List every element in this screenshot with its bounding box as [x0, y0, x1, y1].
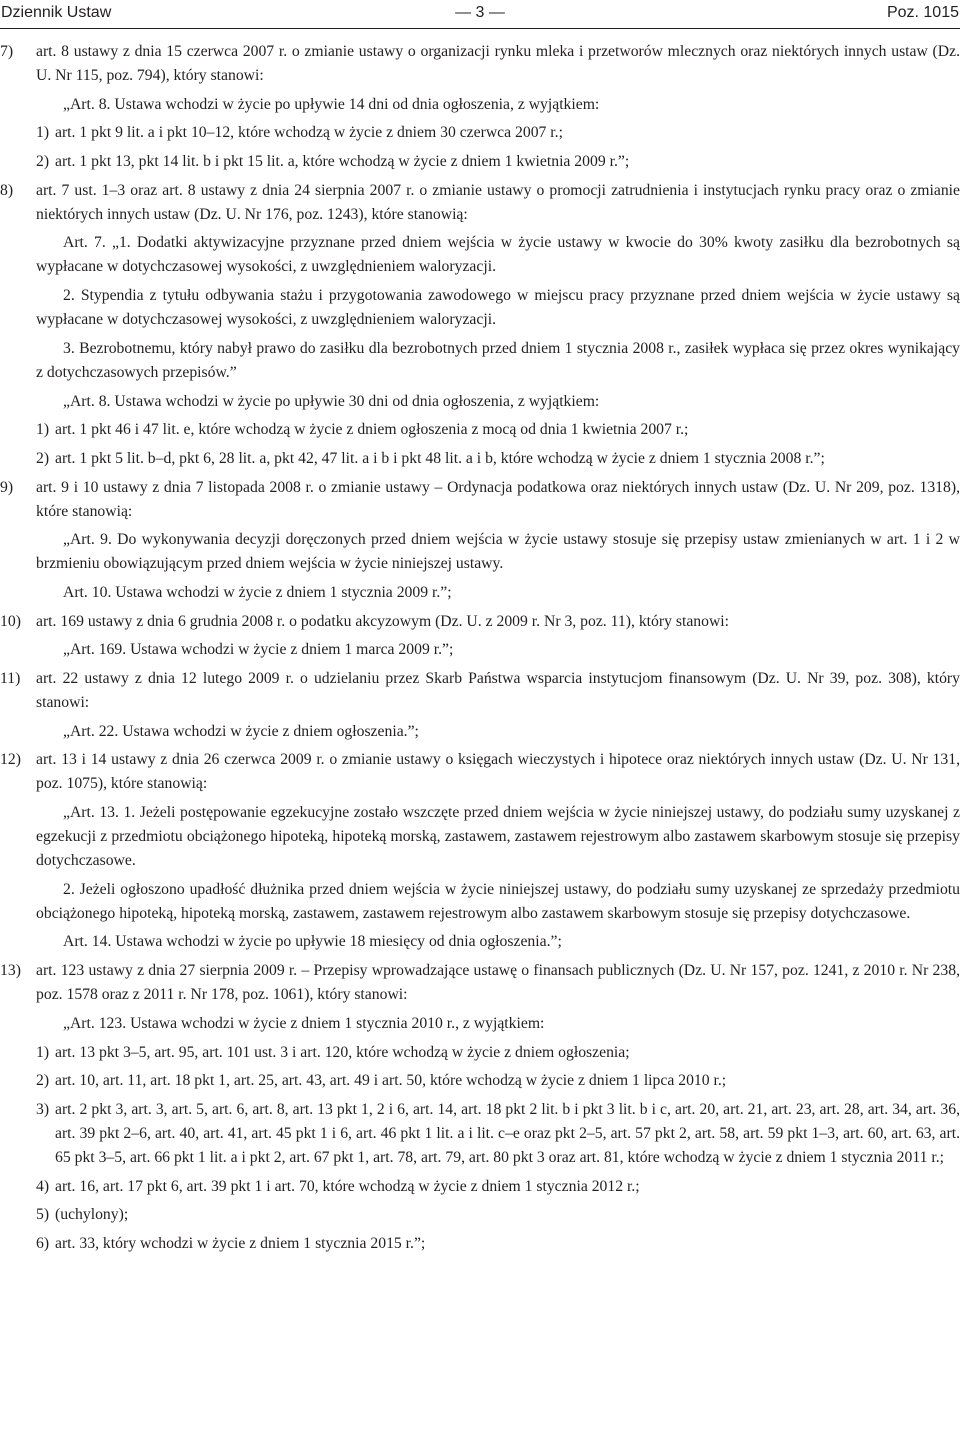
item-text: art. 8 ustawy z dnia 15 czerwca 2007 r. o zmianie ustawy o organizacji rynku mleka i przetworów mlecznych oraz niektórych innych ustaw (Dz. U. Nr 115, poz. 794), który stanowi:: [36, 43, 960, 84]
quoted-paragraph: „Art. 9. Do wykonywania decyzji doręczonych przed dniem wejścia w życie ustawy stosuje się przepisy ustaw zmienianych w art. 1 i 2 w brzmieniu obowiązującym przed dniem wejścia w życie niniejszej ustawy.: [36, 531, 960, 573]
page-number: — 3 —: [455, 4, 505, 21]
quoted-paragraph: Art. 10. Ustawa wchodzi w życie z dniem 1 stycznia 2009 r.”;: [63, 583, 452, 601]
quoted-paragraph: Art. 7. „1. Dodatki aktywizacyjne przyznane przed dniem wejścia w życie ustawy w kwocie do 30% kwoty zasiłku dla bezrobotnych są wypłacane w dotychczasowej wysokości, z uwzględnieniem waloryzacji.: [36, 234, 960, 276]
sub-item: [0, 1203, 960, 1227]
sub-item: [0, 418, 960, 442]
item-number: 7): [0, 43, 14, 60]
quoted-paragraph: „Art. 22. Ustawa wchodzi w życie z dniem ogłoszenia.”;: [63, 722, 419, 740]
quoted-paragraph: „Art. 8. Ustawa wchodzi w życie po upływie 30 dni od dnia ogłoszenia, z wyjątkiem:: [63, 392, 600, 410]
sub-item-text: art. 16, art. 17 pkt 6, art. 39 pkt 1 i art. 70, które wchodzą w życie z dniem 1 stycznia 2012 r.;: [55, 1177, 640, 1195]
item-number: 11): [0, 670, 21, 687]
sub-item: [0, 1041, 960, 1065]
quoted-paragraph: 2. Stypendia z tytułu odbywania stażu i przygotowania zawodowego w miejscu pracy przyznane przed dniem wejścia w życie ustawy są wypłacane w dotychczasowej wysokości, z uwzględnieniem waloryzacji.: [36, 287, 960, 329]
sub-item-number: 5): [36, 1206, 50, 1224]
position-number: Poz. 1015: [886, 4, 959, 21]
sub-item-text: art. 13 pkt 3–5, art. 95, art. 101 ust. 3 i art. 120, które wchodzą w życie z dniem ogłoszenia;: [55, 1043, 630, 1061]
quoted-paragraph: 2. Jeżeli ogłoszono upadłość dłużnika przed dniem wejścia w życie niniejszej ustawy, do podziału sumy uzyskanej ze sprzedaży przedmiotu obciążonego hipoteką, hipoteką morską, zastawem, zastawem rejestrowym albo zastawem skarbowym stosuje się przepisy dotychczasowe.: [36, 880, 960, 922]
item-text: art. 7 ust. 1–3 oraz art. 8 ustawy z dnia 24 sierpnia 2007 r. o zmianie ustawy o promocji zatrudnienia i instytucjach rynku pracy oraz o zmianie niektórych innych ustaw (Dz. U. Nr 176, poz. 1243), które stanowią:: [36, 181, 960, 223]
list-item: [0, 40, 960, 88]
sub-item-number: 1): [36, 124, 50, 142]
sub-item: [0, 150, 960, 174]
journal-title: Dziennik Ustaw: [1, 4, 112, 21]
list-item: [0, 610, 960, 634]
sub-item-number: 2): [36, 1072, 50, 1090]
sub-item-number: 2): [36, 153, 50, 171]
item-text: art. 13 i 14 ustawy z dnia 26 czerwca 2009 r. o zmianie ustawy o księgach wieczystych i hipotece oraz niektórych innych ustaw (Dz. U. Nr 131, poz. 1075), które stanowią:: [36, 751, 960, 793]
sub-item-text: art. 2 pkt 3, art. 3, art. 5, art. 6, art. 8, art. 13 pkt 1, 2 i 6, art. 14, art. 18 pkt 2 lit. b i pkt 3 lit. b i c, art. 20, art. 21, art. 23, art. 28, art. 34, art. 36, art. 39 pkt 2–6, art. 40, art. 41, art. 45 pkt 1 i 6, art. 46 pkt 1 lit. a i lit. c–e oraz pkt 2–5, art. 57 pkt 2, art. 58, art. 59 pkt 1–3, art. 60, art. 63, art. 65 pkt 3–5, art. 66 pkt 1 lit. a i pkt 2, art. 67 pkt 1, art. 78, art. 79, art. 80 pkt 3 oraz art. 81, które wchodzą w życie z dniem 1 stycznia 2011 r.;: [55, 1100, 960, 1166]
sub-item-text: art. 33, który wchodzi w życie z dniem 1 stycznia 2015 r.”;: [55, 1234, 426, 1252]
sub-item: [0, 1175, 960, 1199]
sub-item-number: 6): [36, 1234, 50, 1252]
list-item: [0, 667, 960, 715]
item-number: 12): [0, 751, 21, 769]
item-text: art. 9 i 10 ustawy z dnia 7 listopada 2008 r. o zmianie ustawy – Ordynacja podatkowa oraz niektórych innych ustaw (Dz. U. Nr 209, poz. 1318), które stanowią:: [36, 478, 960, 520]
list-item: [0, 959, 960, 1007]
sub-item-text: (uchylony);: [55, 1206, 129, 1224]
document-body: [0, 40, 960, 1261]
list-item: [0, 476, 960, 524]
item-number: 8): [0, 181, 14, 199]
sub-item-text: art. 10, art. 11, art. 18 pkt 1, art. 25, art. 43, art. 49 i art. 50, które wchodzą w życie z dniem 1 lipca 2010 r.;: [55, 1072, 727, 1090]
item-text: art. 123 ustawy z dnia 27 sierpnia 2009 r. – Przepisy wprowadzające ustawę o finansach publicznych (Dz. U. Nr 157, poz. 1241, z 2010 r. Nr 238, poz. 1578 oraz z 2011 r. Nr 178, poz. 1061), który stanowi:: [36, 962, 960, 1004]
item-number: 10): [0, 612, 21, 630]
sub-item-text: art. 1 pkt 9 lit. a i pkt 10–12, które wchodzą w życie z dniem 30 czerwca 2007 r.;: [55, 124, 563, 142]
item-text: art. 169 ustawy z dnia 6 grudnia 2008 r. o podatku akcyzowym (Dz. U. z 2009 r. Nr 3, poz. 11), który stanowi:: [36, 612, 730, 630]
sub-item-number: 2): [36, 449, 50, 467]
sub-item: [0, 121, 960, 145]
sub-item: [0, 1098, 960, 1170]
sub-item-number: 1): [36, 1043, 50, 1061]
quoted-paragraph: „Art. 169. Ustawa wchodzi w życie z dniem 1 marca 2009 r.”;: [63, 641, 454, 659]
page-header: [0, 0, 960, 29]
list-item: [0, 748, 960, 796]
sub-item-text: art. 1 pkt 13, pkt 14 lit. b i pkt 15 lit. a, które wchodzą w życie z dniem 1 kwietnia 2009 r.”;: [55, 153, 630, 171]
quoted-paragraph: Art. 14. Ustawa wchodzi w życie po upływie 18 miesięcy od dnia ogłoszenia.”;: [63, 933, 562, 951]
quoted-paragraph: „Art. 8. Ustawa wchodzi w życie po upływie 14 dni od dnia ogłoszenia, z wyjątkiem:: [63, 95, 600, 113]
sub-item-text: art. 1 pkt 46 i 47 lit. e, które wchodzą w życie z dniem ogłoszenia z mocą od dnia 1 kwietnia 2007 r.;: [55, 421, 689, 439]
sub-item: [0, 1069, 960, 1093]
sub-item: [0, 447, 960, 471]
item-text: art. 22 ustawy z dnia 12 lutego 2009 r. o udzielaniu przez Skarb Państwa wsparcia instytucjom finansowym (Dz. U. Nr 39, poz. 308), który stanowi:: [36, 670, 960, 711]
sub-item-text: art. 1 pkt 5 lit. b–d, pkt 6, 28 lit. a, pkt 42, 47 lit. a i b i pkt 48 lit. a i b, które wchodzą w życie z dniem 1 stycznia 2008 r.”;: [55, 449, 825, 467]
sub-item-number: 4): [36, 1177, 50, 1195]
item-number: 13): [0, 962, 21, 980]
quoted-paragraph: 3. Bezrobotnemu, który nabył prawo do zasiłku dla bezrobotnych przed dniem 1 stycznia 2008 r., zasiłek wypłaca się przez okres wynikający z dotychczasowych przepisów.”: [36, 339, 960, 381]
list-item: [0, 179, 960, 227]
quoted-paragraph: „Art. 13. 1. Jeżeli postępowanie egzekucyjne zostało wszczęte przed dniem wejścia w życie niniejszej ustawy, do podziału sumy uzyskanej z egzekucji z przedmiotu obciążonego hipoteką, hipoteką morską, zastawem, zastawem rejestrowym albo zastawem skarbowym stosuje się przepisy dotychczasowe.: [36, 804, 960, 870]
item-number: 9): [0, 478, 14, 496]
quoted-paragraph: „Art. 123. Ustawa wchodzi w życie z dniem 1 stycznia 2010 r., z wyjątkiem:: [63, 1014, 545, 1032]
sub-item-number: 3): [36, 1100, 50, 1118]
sub-item: [0, 1232, 960, 1256]
sub-item-number: 1): [36, 421, 50, 439]
